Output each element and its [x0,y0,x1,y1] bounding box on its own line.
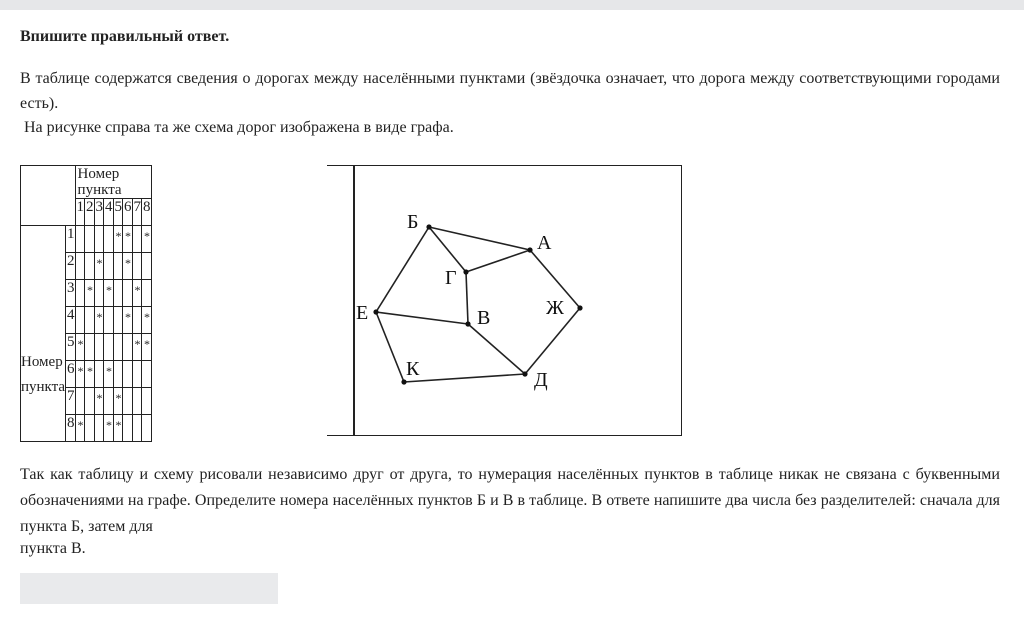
road-star: * [87,364,94,378]
table-cell [94,334,104,361]
row-number: 3 [66,280,76,307]
road-star: * [77,418,84,432]
table-cell [113,334,123,361]
edge-e-k [376,312,404,382]
intro-paragraph: В таблице содержатся сведения о дорогах между населёнными пунктами (звёздочка означает, что дорога между соответствующими городами есть). [20,70,1000,112]
table-cell [113,253,123,280]
question-text-end: пункта В. [20,540,86,557]
table-corner-cell [21,166,76,226]
node-a [527,247,532,252]
row-number: 5 [66,334,76,361]
road-star: * [125,256,132,270]
road-star: * [144,310,151,324]
road-star: * [106,364,113,378]
table-cell [132,361,142,388]
table-cell [113,307,123,334]
table-cell [123,253,133,280]
road-star: * [134,283,141,297]
table-cell [85,388,95,415]
road-star: * [106,283,113,297]
row-number: 6 [66,361,76,388]
node-label-b: Б [407,211,419,233]
table-cell [75,307,85,334]
table-cell [85,307,95,334]
column-number: 2 [85,199,95,226]
table-cell [113,226,123,253]
roads-graph [355,166,681,435]
edge-b-e [376,227,429,312]
node-d [522,371,527,376]
table-cell [104,226,114,253]
road-star: * [96,391,103,405]
node-b [426,224,431,229]
row-header [21,226,66,442]
node-g [463,269,468,274]
table-cell [75,226,85,253]
node-e [373,309,378,314]
table-cell [113,280,123,307]
node-label-v: В [477,307,491,329]
table-cell [132,226,142,253]
table-cell [132,307,142,334]
table-cell [132,334,142,361]
question-text: Так как таблицу и схему рисовали независимо друг от друга, то нумерация населённых пунктов в таблице никак не связана с буквенными обозначениями на графе. Определите номера населённых пунктов Б и В в таблице. В ответе напишите два числа без разделителей: сначала для пункта Б, затем для [20,466,1000,535]
column-number: 6 [123,199,133,226]
table-cell [94,253,104,280]
road-star: * [144,229,151,243]
table-cell [123,388,133,415]
table-cell [123,226,133,253]
column-number: 4 [104,199,114,226]
table-cell [94,226,104,253]
roads-table [20,165,152,442]
table-cell [123,415,133,442]
table-cell [104,361,114,388]
table-cell [132,388,142,415]
node-label-a: А [537,232,552,254]
table-cell [142,334,152,361]
column-number: 5 [113,199,123,226]
edge-g-a [466,250,530,272]
column-number: 7 [132,199,142,226]
edge-e-v [376,312,468,324]
row-number: 4 [66,307,76,334]
table-cell [123,307,133,334]
table-cell [75,253,85,280]
table-cell [94,361,104,388]
road-star: * [134,337,141,351]
table-cell [75,415,85,442]
table-cell [75,388,85,415]
column-number: 1 [75,199,85,226]
node-label-e: Е [356,302,369,324]
node-zh [577,305,582,310]
road-star: * [77,337,84,351]
road-star: * [106,418,113,432]
table-cell [75,361,85,388]
table-cell [142,388,152,415]
table-cell [142,226,152,253]
table-cell [85,253,95,280]
column-number: 3 [94,199,104,226]
road-star: * [144,337,151,351]
table-cell [75,280,85,307]
column-number: 8 [142,199,152,226]
table-cell [142,280,152,307]
table-cell [104,415,114,442]
table-cell [123,361,133,388]
road-star: * [77,364,84,378]
road-star: * [115,418,122,432]
table-cell [123,280,133,307]
edge-g-v [466,272,468,324]
table-cell [94,415,104,442]
node-label-d: Д [534,369,548,391]
table-cell [85,415,95,442]
table-cell [104,307,114,334]
table-spacer-column [327,165,354,436]
table-cell [85,361,95,388]
table-cell [104,280,114,307]
table-cell [142,361,152,388]
intro-paragraph-2: На рисунке справа та же схема дорог изображена в виде графа. [24,119,454,136]
table-cell [85,334,95,361]
answer-input[interactable] [20,573,278,604]
table-cell [142,415,152,442]
node-label-k: К [406,358,420,380]
road-star: * [115,391,122,405]
table-cell [132,280,142,307]
table-cell [132,415,142,442]
row-number: 7 [66,388,76,415]
instruction-text: Впишите правильный ответ. [20,28,230,45]
row-number: 8 [66,415,76,442]
row-header-line1: Номер [21,353,63,370]
edge-k-d [404,374,525,382]
table-cell [123,334,133,361]
row-header-line2: пункта [21,378,66,395]
table-cell [94,280,104,307]
table-cell [94,307,104,334]
row-number: 2 [66,253,76,280]
graph-box [354,165,682,436]
road-star: * [96,310,103,324]
column-header: Номер пункта [75,166,151,199]
table-cell [132,253,142,280]
table-cell [142,307,152,334]
table-cell [113,388,123,415]
road-star: * [125,310,132,324]
table-cell [94,388,104,415]
road-star: * [87,283,94,297]
top-bar [0,0,1024,10]
edge-v-d [468,324,525,374]
node-v [465,321,470,326]
road-star: * [96,256,103,270]
table-cell [104,388,114,415]
table-cell [75,334,85,361]
road-star: * [115,229,122,243]
table-row [21,226,152,253]
node-label-zh: Ж [546,297,564,319]
table-cell [104,334,114,361]
node-k [401,379,406,384]
table-cell [113,415,123,442]
node-label-g: Г [445,267,457,289]
road-star: * [125,229,132,243]
table-cell [104,253,114,280]
table-cell [85,226,95,253]
table-cell [85,280,95,307]
table-cell [142,253,152,280]
table-cell [113,361,123,388]
row-number: 1 [66,226,76,253]
